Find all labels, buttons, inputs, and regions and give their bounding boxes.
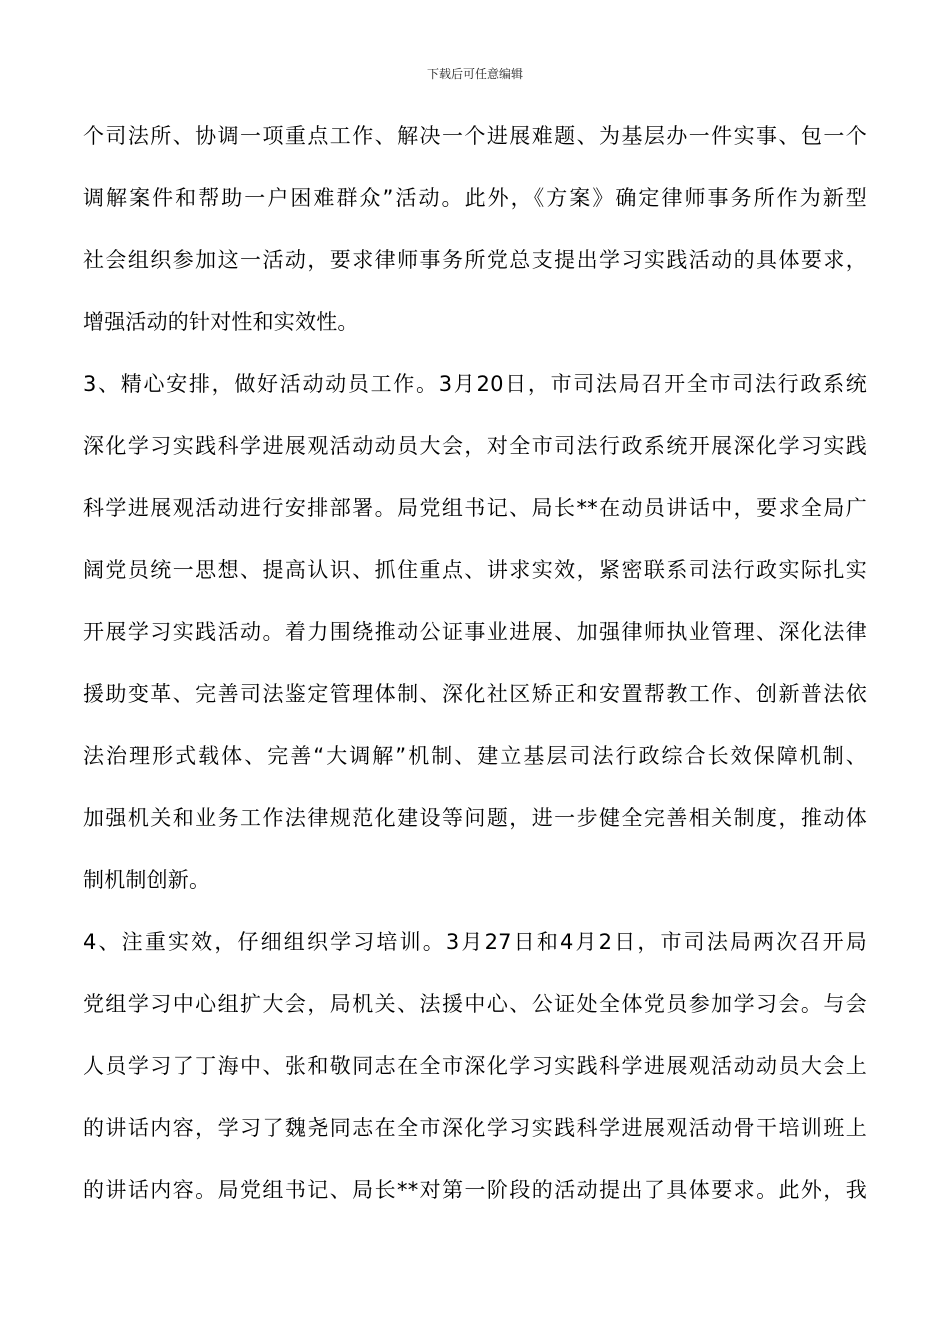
body-line: 党组学习中心组扩大会，局机关、法援中心、公证处全体党员参加学习会。与会	[83, 992, 867, 1016]
body-line: 制机制创新。	[83, 868, 211, 892]
body-line: 法治理形式载体、完善“大调解”机制、建立基层司法行政综合长效保障机制、	[83, 744, 867, 768]
body-line: 开展学习实践活动。着力围绕推动公证事业进展、加强律师执业管理、深化法律	[83, 620, 867, 644]
body-line: 阔党员统一思想、提高认识、抓住重点、讲求实效，紧密联系司法行政实际扎实	[83, 558, 867, 582]
body-line: 4、注重实效，仔细组织学习培训。3月27日和4月2日，市司法局两次召开局	[83, 930, 867, 954]
body-line: 个司法所、协调一项重点工作、解决一个进展难题、为基层办一件实事、包一个	[83, 124, 867, 148]
body-line: 社会组织参加这一活动，要求律师事务所党总支提出学习实践活动的具体要求，	[83, 248, 867, 272]
body-line: 加强机关和业务工作法律规范化建设等问题，进一步健全完善相关制度，推动体	[83, 806, 867, 830]
body-line: 调解案件和帮助一户困难群众”活动。此外，《方案》确定律师事务所作为新型	[83, 186, 867, 210]
body-line: 人员学习了丁海中、张和敬同志在全市深化学习实践科学进展观活动动员大会上	[83, 1054, 867, 1078]
body-line: 科学进展观活动进行安排部署。局党组书记、局长**在动员讲话中，要求全局广	[83, 496, 867, 520]
body-line: 深化学习实践科学进展观活动动员大会，对全市司法行政系统开展深化学习实践	[83, 434, 867, 458]
body-line: 的讲话内容，学习了魏尧同志在全市深化学习实践科学进展观活动骨干培训班上	[83, 1116, 867, 1140]
body-line: 增强活动的针对性和实效性。	[83, 310, 359, 334]
body-line: 的讲话内容。局党组书记、局长**对第一阶段的活动提出了具体要求。此外，我	[83, 1178, 867, 1202]
page-header: 下载后可任意编辑	[426, 67, 523, 81]
body-line: 援助变革、完善司法鉴定管理体制、深化社区矫正和安置帮教工作、创新普法依	[83, 682, 867, 706]
body-line: 3、精心安排，做好活动动员工作。3月20日，市司法局召开全市司法行政系统	[83, 372, 867, 396]
